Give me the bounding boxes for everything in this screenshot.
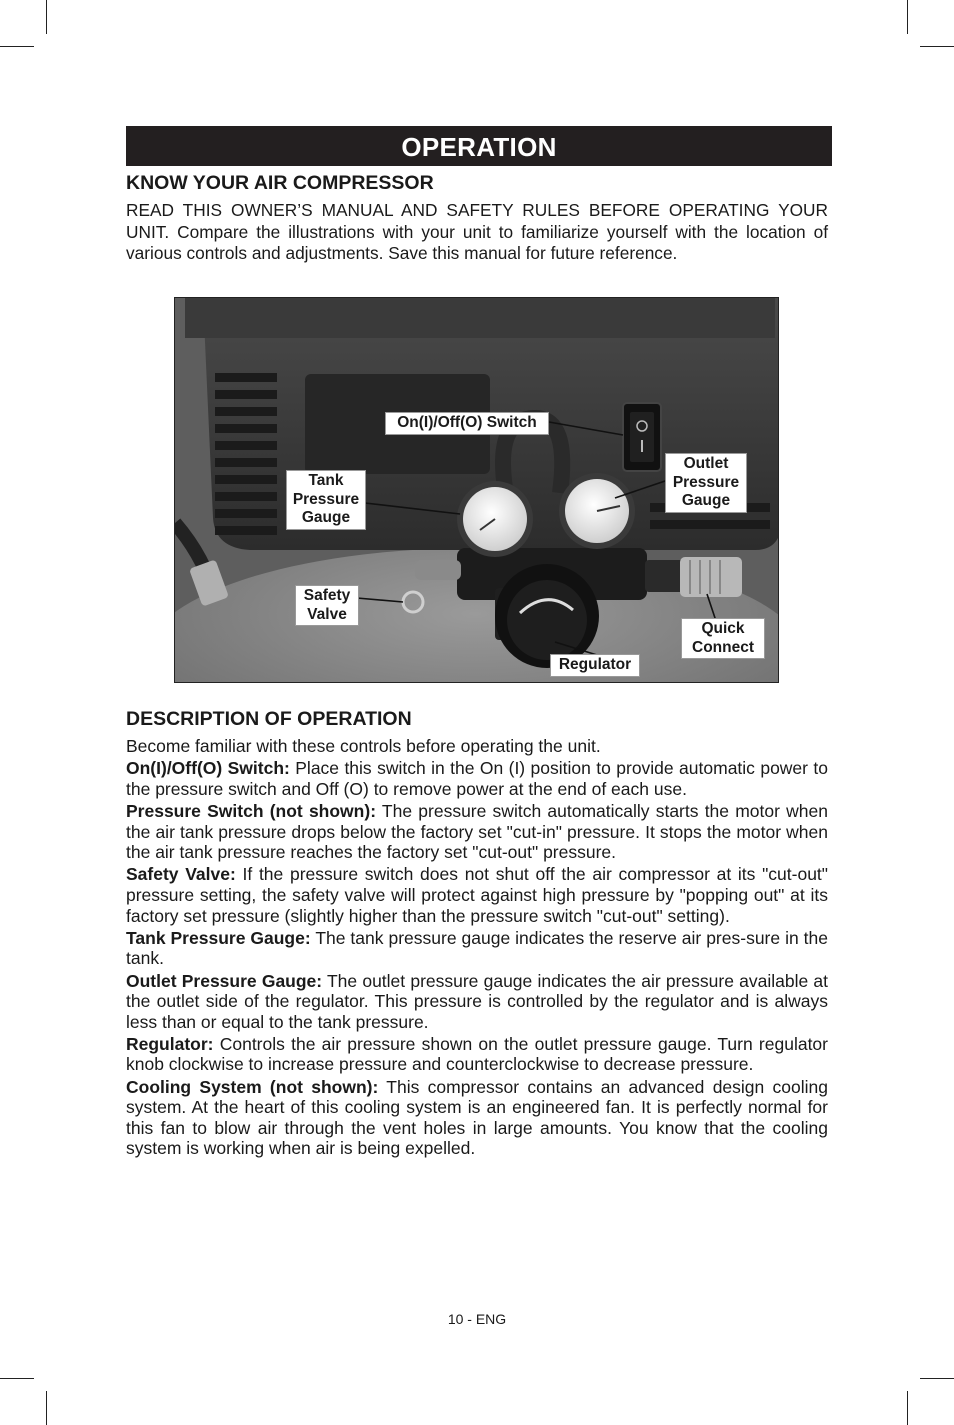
callout-tank-gauge: Tank Pressure Gauge [286,470,366,530]
crop-mark [907,1391,908,1425]
crop-mark [920,1378,954,1379]
description-intro: Become familiar with these controls before operating the unit. [126,736,601,756]
desc-item-switch: On(I)/Off(O) Switch: Place this switch in the On (I) position to provide automatic power to the pressure switch and Off (O) to remove power at the end of each use. [126,758,828,799]
crop-mark [46,0,47,34]
desc-item-safety-valve: Safety Valve: If the pressure switch does not shut off the air compressor at its "cut-out" pressure setting, the safety valve will protect against high pressure by "popping out" at its factory set pressure (slightly higher than the pressure switch "cut-out" setting). [126,864,829,926]
compressor-photo [174,297,779,683]
section-banner: OPERATION [126,126,832,166]
callout-safety-valve: Safety Valve [295,585,359,626]
know-intro: READ THIS OWNER’S MANUAL AND SAFETY RULES BEFORE OPERATING YOUR UNIT. Compare the illustrations with your unit to familiarize yourself with the location of various controls and adjustments. Save this manual for future reference. [126,200,828,264]
callout-regulator: Regulator [550,654,640,677]
crop-mark [46,1391,47,1425]
desc-item-pressure-switch: Pressure Switch (not shown): The pressure switch automatically starts the motor when the air tank pressure drops below the factory set "cut-in" pressure. It stops the motor when the air tank pressure reaches the factory set "cut-out" pressure. [126,800,828,863]
crop-mark [0,1378,34,1379]
callout-switch: On(I)/Off(O) Switch [385,412,549,435]
crop-mark [907,0,908,34]
description-heading: DESCRIPTION OF OPERATION [126,708,412,730]
desc-item-regulator: Regulator: Controls the air pressure shown on the outlet pressure gauge. Turn regulator knob clockwise to increase pressure and counterclockwise to decrease pressure. [126,1033,828,1075]
callout-outlet-gauge: Outlet Pressure Gauge [665,453,747,513]
know-heading: KNOW YOUR AIR COMPRESSOR [126,172,434,194]
description-body [126,736,828,1161]
desc-item-cooling: Cooling System (not shown): This compressor contains an advanced design cooling system. At the heart of this cooling system is an engineered fan. It is perfectly normal for this fan to blow air through the vent holes in large amounts. You know that the cooling system is working when air is being expelled. [126,1076,828,1159]
desc-item-outlet-gauge: Outlet Pressure Gauge: The outlet pressure gauge indicates the air pressure available at the outlet side of the regulator. This pressure is controlled by the regulator and is always less than or equal to the tank pressure. [126,970,828,1032]
crop-mark [920,46,954,47]
page-number: 10 - ENG [447,1311,507,1327]
desc-item-tank-gauge: Tank Pressure Gauge: The tank pressure gauge indicates the reserve air pres-sure in the tank. [126,927,828,969]
crop-mark [0,46,34,47]
callout-quick-connect: Quick Connect [681,618,765,659]
